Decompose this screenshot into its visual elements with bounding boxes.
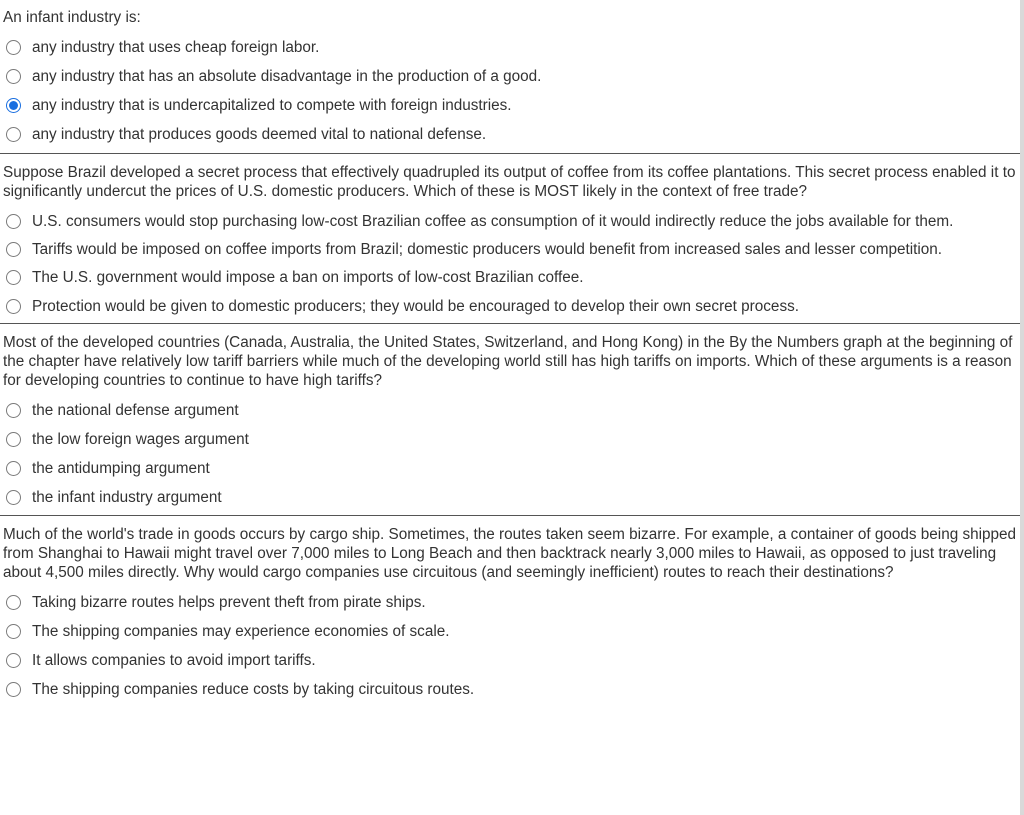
option-label[interactable]: any industry that is undercapitalized to compete with foreign industries.	[32, 97, 512, 114]
question-4	[0, 516, 1024, 699]
answer-option[interactable]	[3, 96, 1020, 115]
option-label[interactable]: The shipping companies may experience economies of scale.	[32, 623, 450, 640]
radio-button[interactable]	[6, 432, 21, 447]
answer-option[interactable]	[3, 488, 1020, 507]
radio-button[interactable]	[6, 299, 21, 314]
radio-button[interactable]	[6, 624, 21, 639]
option-label[interactable]: U.S. consumers would stop purchasing low-cost Brazilian coffee as consumption of it would indirectly reduce the jobs available for them.	[32, 213, 954, 230]
answer-option[interactable]	[3, 680, 1020, 699]
answer-option[interactable]	[3, 401, 1020, 420]
answer-option[interactable]	[3, 212, 1020, 231]
answer-option[interactable]	[3, 622, 1020, 641]
question-stem: Much of the world's trade in goods occurs by cargo ship. Sometimes, the routes taken seem bizarre. For example, a container of goods being shipped from Shanghai to Hawaii might travel over 7,000 miles to Long Beach and then backtrack nearly 3,000 miles to Hawaii, as opposed to just traveling about 4,500 miles directly. Why would cargo companies use circuitous (and seemingly inefficient) routes to reach their destinations?	[3, 526, 1017, 581]
option-label[interactable]: Taking bizarre routes helps prevent theft from pirate ships.	[32, 594, 426, 611]
answer-options	[3, 593, 1020, 699]
option-label[interactable]: Protection would be given to domestic producers; they would be encouraged to develop their own secret process.	[32, 298, 799, 315]
answer-option[interactable]	[3, 67, 1020, 86]
option-label[interactable]: any industry that has an absolute disadvantage in the production of a good.	[32, 68, 542, 85]
radio-button-selected[interactable]	[6, 98, 21, 113]
radio-button[interactable]	[6, 490, 21, 505]
answer-option[interactable]	[3, 240, 1020, 259]
question-1	[0, 0, 1024, 144]
option-label[interactable]: Tariffs would be imposed on coffee imports from Brazil; domestic producers would benefit from increased sales and lesser competition.	[32, 241, 943, 258]
radio-button[interactable]	[6, 595, 21, 610]
option-label[interactable]: any industry that uses cheap foreign labor.	[32, 39, 320, 56]
answer-option[interactable]	[3, 38, 1020, 57]
option-label[interactable]: the infant industry argument	[32, 489, 222, 506]
radio-button[interactable]	[6, 69, 21, 84]
answer-option[interactable]	[3, 430, 1020, 449]
answer-options	[3, 38, 1020, 144]
radio-button[interactable]	[6, 682, 21, 697]
answer-options	[3, 212, 1020, 316]
radio-button[interactable]	[6, 214, 21, 229]
radio-button[interactable]	[6, 461, 21, 476]
question-2	[0, 154, 1024, 316]
option-label[interactable]: any industry that produces goods deemed vital to national defense.	[32, 126, 487, 143]
question-stem: Most of the developed countries (Canada, Australia, the United States, Switzerland, and Hong Kong) in the By the Numbers graph at the beginning of the chapter have relatively low tariff barriers while much of the developing world still has high tariffs on imports. Which of these arguments is a reason for developing countries to continue to have high tariffs?	[3, 334, 1013, 389]
answer-option[interactable]	[3, 125, 1020, 144]
radio-button[interactable]	[6, 40, 21, 55]
option-label[interactable]: the national defense argument	[32, 402, 239, 419]
answer-options	[3, 401, 1020, 507]
option-label[interactable]: The U.S. government would impose a ban on imports of low-cost Brazilian coffee.	[32, 269, 584, 286]
option-label[interactable]: the low foreign wages argument	[32, 431, 249, 448]
radio-button[interactable]	[6, 127, 21, 142]
answer-option[interactable]	[3, 268, 1020, 287]
question-3	[0, 324, 1024, 507]
option-label[interactable]: The shipping companies reduce costs by taking circuitous routes.	[32, 681, 475, 698]
radio-button[interactable]	[6, 653, 21, 668]
answer-option[interactable]	[3, 297, 1020, 316]
radio-button[interactable]	[6, 403, 21, 418]
answer-option[interactable]	[3, 651, 1020, 670]
answer-option[interactable]	[3, 459, 1020, 478]
question-stem: Suppose Brazil developed a secret process that effectively quadrupled its output of coffee from its coffee plantations. This secret process enabled it to significantly undercut the prices of U.S. domestic producers. Which of these is MOST likely in the context of free trade?	[3, 164, 1016, 200]
radio-button[interactable]	[6, 242, 21, 257]
scrollbar[interactable]	[1020, 0, 1024, 815]
radio-button[interactable]	[6, 270, 21, 285]
option-label[interactable]: the antidumping argument	[32, 460, 210, 477]
question-stem: An infant industry is:	[3, 9, 141, 26]
option-label[interactable]: It allows companies to avoid import tariffs.	[32, 652, 316, 669]
answer-option[interactable]	[3, 593, 1020, 612]
